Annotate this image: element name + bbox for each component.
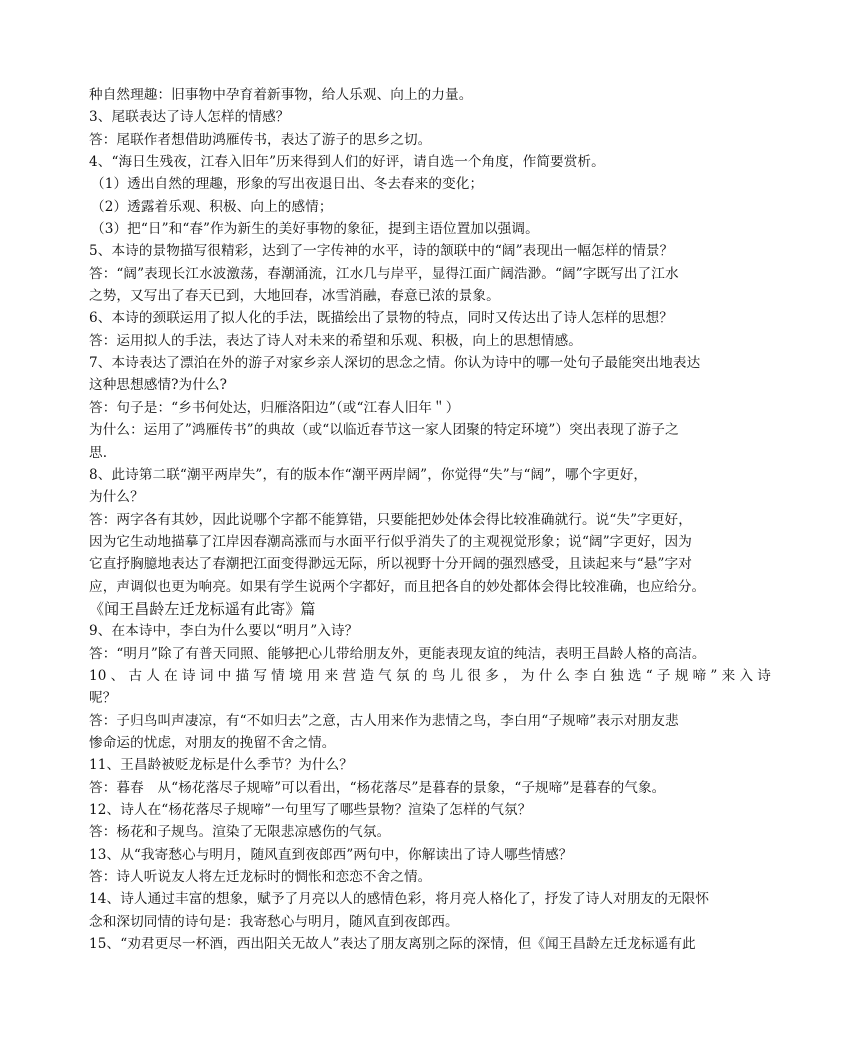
document-body	[89, 84, 771, 955]
question-15-line-1: 15、“劝君更尽一杯酒，西出阳关无故人”表达了朋友离别之际的深情，但《闻王昌龄左迁龙标遥有此	[89, 936, 696, 953]
answer-9: 答：“明月”除了有普天同照、能够把心儿带给朋友外，更能表现友谊的纯洁，表明王昌龄人格的高洁。	[89, 645, 706, 662]
answer-4-item-3: （3）把“日”和“春”作为新生的美好事物的象征，提到主语位置加以强调。	[91, 221, 539, 238]
answer-13: 答：诗人听说友人将左迁龙标时的惆怅和恋恋不舍之情。	[89, 869, 432, 886]
question-12: 12、诗人在“杨花落尽子规啼”一句里写了哪些景物？渲染了怎样的气氛？	[89, 802, 532, 818]
answer-3: 答：尾联作者想借助鸿雁传书，表达了游子的思乡之切。	[89, 131, 432, 148]
answer-5-line-1: 答：“阔”表现长江水波激荡，春潮涌流，江水几与岸平，显得江面广阔浩渺。“阔”字既写出了江水	[89, 265, 679, 282]
answer-10-line-1: 答：子归鸟叫声凄凉，有“不如归去”之意，古人用来作为悲情之鸟，李白用“子规啼”表示对朋友悲	[89, 712, 679, 729]
answer-7-line-1: 答：句子是：“乡书何处达，归雁洛阳边”（或“江春人旧年＂）	[89, 399, 460, 416]
answer-4-item-2: （2）透露着乐观、积极、向上的感情；	[91, 198, 333, 215]
question-14-line-1: 14、诗人通过丰富的想象，赋予了月亮以人的感情色彩，将月亮人格化了，抒发了诗人对朋友的无限怀	[89, 891, 710, 908]
question-3: 3、尾联表达了诗人怎样的情感？	[89, 109, 290, 126]
question-11: 11、王昌龄被贬龙标是什么季节？为什么？	[89, 757, 353, 774]
answer-6: 答：运用拟人的手法，表达了诗人对未来的希望和乐观、积极，向上的思想情感。	[89, 332, 582, 349]
answer-5-line-2: 之势，又写出了春天已到，大地回春，冰雪消融，春意已浓的景象。	[89, 288, 500, 305]
question-5: 5、本诗的景物描写很精彩，达到了一字传神的水平，诗的颔联中的“阔”表现出一幅怎样的情景？	[89, 243, 674, 260]
answer-10-line-2: 惨命运的忧虑，对朋友的挽留不舍之情。	[89, 734, 336, 751]
answer-11: 答：暮春 从“杨花落尽子规啼”可以看出，“杨花落尽”是暮春的景象，“子规啼”是暮春的气象。	[89, 779, 666, 796]
question-10-line-1: 10、古人在诗词中描写情境用来营造气氛的鸟儿很多，为什么李白独选“子规啼”来入诗	[89, 667, 771, 684]
question-8-line-1: 8、此诗第二联“潮平两岸失”，有的版本作“潮平两岸阔”，你觉得“失”与“阔”，哪个字更好，	[89, 466, 648, 483]
answer-7-line-2: 为什么：运用了”鸿雁传书”的典故（或“以临近春节这一家人团聚的特定环境”）突出表现了游子之	[89, 422, 679, 439]
question-8-line-2: 为什么？	[89, 489, 144, 506]
answer-4-item-1: （1）透出自然的理趣，形象的写出夜退日出、冬去春来的变化；	[91, 176, 484, 193]
answer-8-line-3: 它直抒胸臆地表达了春潮把江面变得渺远无际，所以视野十分开阔的强烈感受，且读起来与“悬”字对	[89, 556, 692, 573]
question-7-line-1: 7、本诗表达了漂泊在外的游子对家乡亲人深切的思念之情。你认为诗中的哪一处句子最能突出地表达	[89, 355, 701, 372]
question-4: 4、“海日生残夜，江春入旧年”历来得到人们的好评，请自选一个角度，作简要赏析。	[89, 154, 605, 171]
answer-12: 答：杨花和子规鸟。渲染了无限悲凉感伤的气氛。	[89, 824, 391, 841]
question-6: 6、本诗的颈联运用了拟人化的手法，既描绘出了景物的特点，同时又传达出了诗人怎样的思想？	[89, 310, 673, 327]
question-10-line-2: 呢？	[89, 690, 117, 707]
answer-8-line-2: 因为它生动地描摹了江岸因春潮高涨而与水面平行似乎消失了的主观视觉形象；说“阔”字更好，因为	[89, 533, 692, 550]
answer-8-line-1: 答：两字各有其妙，因此说哪个字都不能算错，只要能把妙处体会得比较准确就行。说“失”字更好，	[89, 511, 692, 528]
question-14-line-2: 念和深切同情的诗句是：我寄愁心与明月，随风直到夜郎西。	[89, 913, 459, 930]
question-7-line-2: 这种思想感情?为什么?	[89, 377, 228, 394]
answer-8-line-4: 应，声调似也更为响亮。如果有学生说两个字都好，而且把各自的妙处都体会得比较准确，也应给分。	[89, 578, 706, 595]
section-title: 《闻王昌龄左迁龙标遥有此寄》篇	[89, 599, 316, 618]
answer-7-line-3: 思.	[89, 444, 108, 461]
question-13: 13、从“我寄愁心与明月，随风直到夜郎西”两句中，你解读出了诗人哪些情感？	[89, 846, 573, 863]
text-line: 种自然理趣：旧事物中孕育着新事物，给人乐观、向上的力量。	[89, 87, 473, 103]
question-9: 9、在本诗中，李白为什么要以“明月”入诗？	[89, 623, 359, 640]
